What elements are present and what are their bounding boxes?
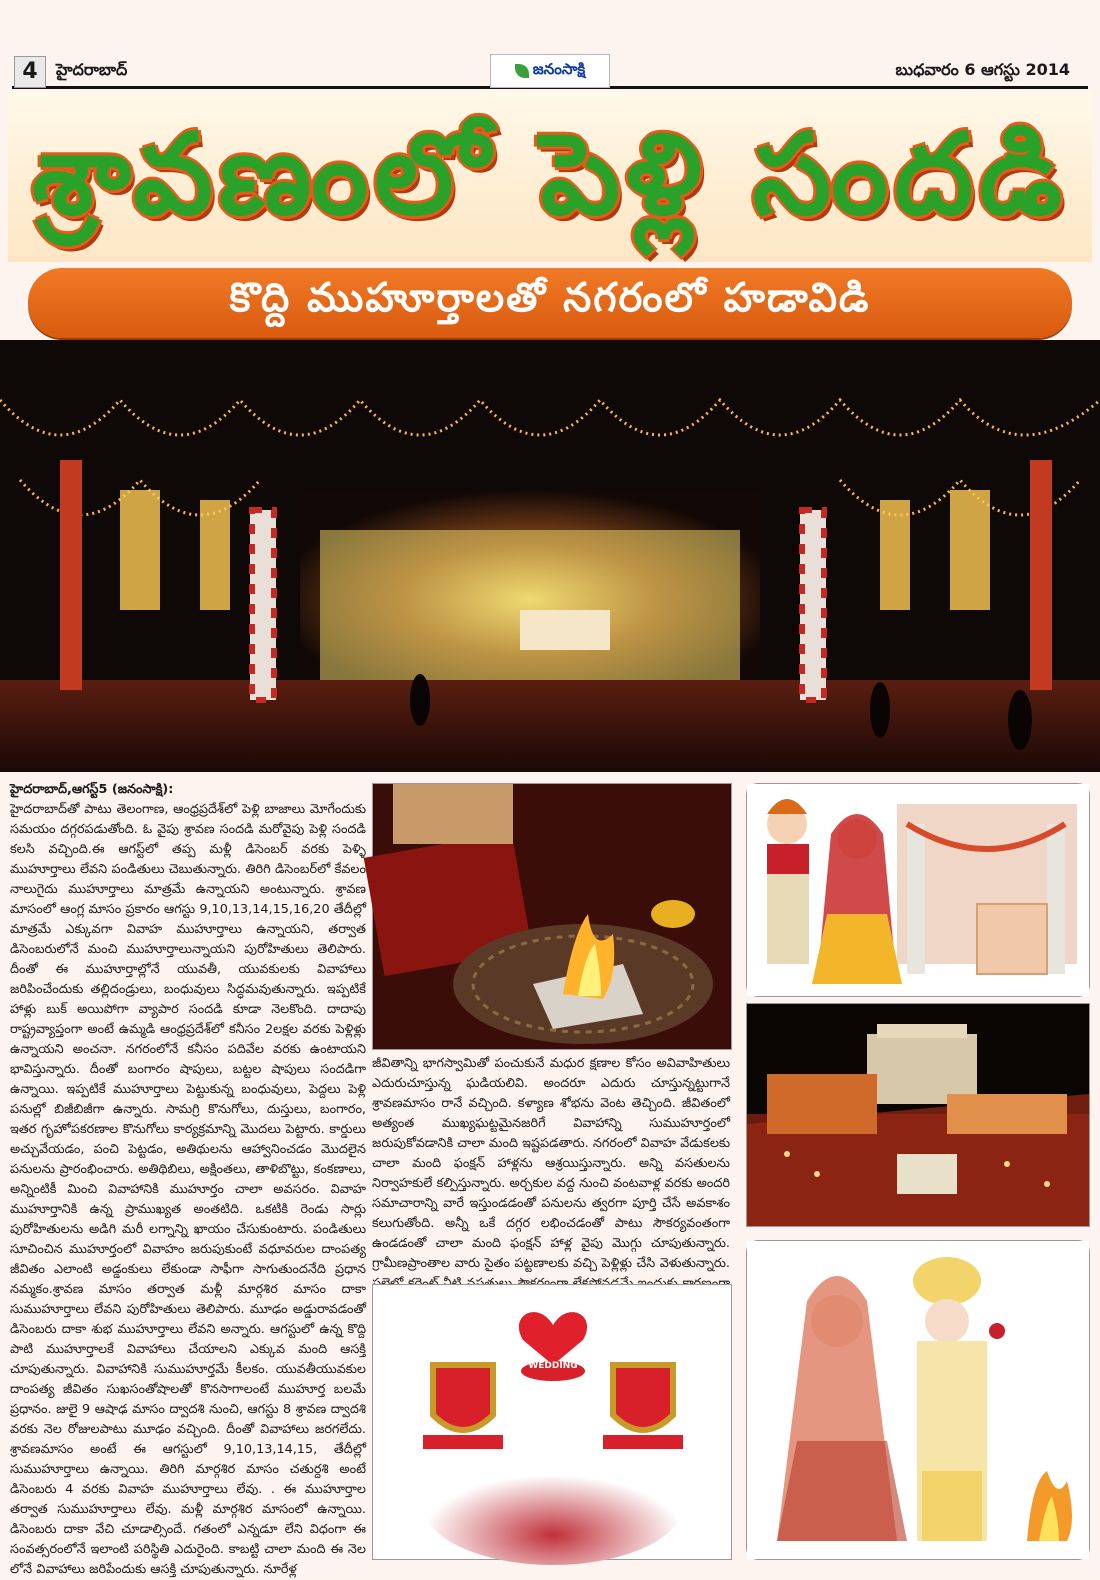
dateline: హైదరాబాద్,ఆగస్ట్‌5 (జనంసాక్షి):	[10, 782, 174, 797]
wedding-label: WEDDING	[528, 1361, 578, 1371]
article-column-2	[372, 1054, 730, 1280]
article-body-1: హైదరాబాద్‌తో పాటు తెలంగాణ, ఆంధ్రప్రదేశ్‌లో పెళ్లి బాజాలు మోగేందుకు సమయం దగ్గరపడుతోంది. ఓ వైపు శ్రావణ సందడి మరోవైపు పెళ్లి సందడి కలసి వచ్చింది.ఈ ఆగస్ట్‌లో తప్ప మళ్లీ డిసెంబర్‌ వరకు పెళ్ళి ముహూర్తాలు లేవని పండితులు చెబుతున్నారు. తిరిగి డిసెంబర్‌లో కేవలం నాలుగైదు ముహూర్తాలు మాత్రమే ఉన్నాయని అంటున్నారు. శ్రావణ మాసంలో ఆంగ్ల మాసం ప్రకారం ఆగస్టు 9,10,13,14,15,16,20 తేదీల్లో మాత్రమే ఎక్కువగా వివాహ ముహూర్తాలు ఉన్నాయని, తర్వాత డిసెంబరులోనే మంచి ముహూర్తాలున్నాయని పురోహితులు తెలిపారు. దీంతో ఈ ముహూర్తాల్లోనే యువతీ, యువకులకు వివాహాలు జరిపించేందుకు తల్లిదండ్రులు, బంధువులు సిద్ధమవుతున్నారు. ఇప్పటికే హాళ్లు బుక్‌ అయిపోగా వ్యాపార సందడి కూడా నెలకొంది. దాదాపు రాష్ట్రవ్యాప్తంగా అంటే ఉమ్మడి ఆంధ్రప్రదేశ్‌లో కనీసం 2లక్షల వరకు పెళ్లిళ్లు ఉన్నాయని అంచనా. నగరంలోనే కనీసం పదివేల వరకు ఉంటాయని భావిస్తున్నారు. దీంతో బంగారం షాపులు, బట్టల షాపులు సందడిగా ఉన్నాయి. ఇప్పటికే ముహూర్తాలు పెట్టుకున్న బంధువులు, పెద్దలు పెళ్లి పనుల్లో బిజీబిజీగా ఉన్నారు. సామగ్రి కొనుగోలు, దుస్తులు, బంగారం, ఇతర గృహోపకరణాల కొనుగోలు కార్యక్రమాన్ని మొదలు పెట్టారు. కార్డులు అచ్చువేయడం, పంచి పెట్టడం, అతిథులను ఆహ్వానించడం మొదలైన పనులను ప్రారంభించారు. అతిథిబిలు, అక్షింతలు, తాళిబొట్టు, కంకణాలు, అన్నింటికీ మించి వివాహానికి ముహూర్తం చాలా అవసరం. వివాహ ముహూర్తానికి ఉన్న ప్రాముఖ్యత అంతటిది. ఒకటికి రెండు సార్లు పురోహితులను అడిగి మరీ లగ్నాన్ని ఖాయం చేసుకుంటారు. పండితులు సూచించిన ముహూర్తంలో వివాహం జరుపుకుంటే వధూవరుల దాంపత్య జీవితం ఎలాంటి అడ్డంకులు లేకుండా సాఫీగా సాగుతుందనేది ప్రధాన నమ్మకం.శ్రావణ మాసం తర్వాత మళ్లీ మార్గశిర మాసం దాకా సుముహూర్తాలు లేవని పురోహితులు తెలిపారు. మూఢం అడ్డురావడంతో డిసెంబరు దాకా శుభ ముహూర్తాలు లేవని అన్నారు. ఆగస్టులో ఉన్న కొద్ది పాటి ముహూర్తాలకే వివాహాలు చేయాలని ఎక్కువ మంది ఆసక్తి చూపుతున్నారు. వివాహానికి సుముహూర్తమే కీలకం. యువతీయువకుల దాంపత్య జీవితం సుఖసంతోషాలతో కొనసాగాలంటే ముహూర్త బలమే ప్రధానం. జులై 9 ఆషాఢ మాసం ద్వాదశి నుంచి, ఆగస్టు 8 శ్రావణ ద్వాదశి వరకు నెల రోజులపాటు మూఢం వచ్చింది. దీంతో వివాహాలు జరగలేదు. శ్రావణమాసం అంటే ఈ ఆగస్టులో 9,10,13,14,15, తేదీల్లో సుముహూర్తాలు ఉన్నాయి. తిరిగి మార్గశిర మాసం చతుర్దశి అంటే డిసెంబరు 4 వరకు వివాహ ముహూర్తాలు లేవు. . ఈ ముహూర్తాల తర్వాత సుముహూర్తాలు లేవు. మళ్లీ మార్గశిర మాసంలో ఉన్నాయి. డిసెంబరు దాకా వేచి చూడాల్సిందే. గతంలో ఎన్నడూ లేని విధంగా ఈ సంవత్సరంలోనే ఇలాంటి పరిస్థితి ఎదురైంది. కాబట్టి చాలా మంది ఈ నెల లోనే వివాహాలు జరిపేందుకు ఆసక్తి చూపుతున్నారు. నూరేళ్ల	[10, 802, 366, 1577]
article-body-2: జీవితాన్ని భాగస్వామితో పంచుకునే మధుర క్షణాల కోసం అవివాహితులు ఎదురుచూస్తున్న ఘడియలివి. అందరూ ఎదురు చూస్తున్నట్టుగానే శ్రావణమాసం రానే వచ్చింది. కళ్యాణ శోభను వెంట తెచ్చింది. జీవితంలో అత్యంత ముఖ్యఘట్టమైనజరిగే వివాహాన్ని సుముహూర్తంలో జరుపుకోవడానికి చాలా మంది ఇష్టపడతారు. నగరంలో వివాహ వేడుకలకు చాలా మంది ఫంక్షన్‌ హాళ్లను ఆశ్రయిస్తున్నారు. అన్ని వసతులను నిర్వాహకులే కల్పిస్తున్నారు. అర్చకుల వద్ద నుంచి వంటవాళ్ల వరకు అందరి సమాచారాన్ని వారే ఇస్తుండడంతో పనులను త్వరగా పూర్తి చేసే అవకాశం కలుగుతోంది. అన్నీ ఒకే దగ్గర లభించడంతో పాటు సౌకర్యవంతంగా ఉండడంతో చాలా మంది ఫంక్షన్‌ హాళ్ల వైపు మొగ్గు చూపుతున్నారు. గ్రామీణప్రాంతాల వారు సైతం పట్టణాలకు వచ్చి పెళ్లిళ్లు చేసి వెళుతున్నారు.	[372, 1056, 730, 1271]
issue-date: బుధవారం 6 ఆగస్టు 2014	[895, 60, 1070, 79]
subheadline-banner	[28, 268, 1072, 338]
subheadline: కొద్ది ముహూర్తాలతో నగరంలో హడావిడి	[229, 275, 871, 321]
palace-venue-photo	[746, 1003, 1090, 1227]
section-city: హైదరాబాద్	[56, 60, 128, 79]
wedding-venue-photo	[0, 340, 1100, 772]
logo-text: జనంసాక్షి	[532, 60, 586, 78]
leaf-icon	[515, 64, 529, 78]
article-column-1	[10, 780, 366, 1577]
couple-sketch-illustration	[746, 1240, 1090, 1560]
homam-fire-photo	[372, 783, 732, 1050]
wedding-card-graphic	[372, 1284, 732, 1560]
page-number: 4	[14, 56, 46, 88]
cartoon-couple-image	[746, 783, 1090, 997]
main-headline: శ్రావణంలో పెళ్లి సందడి	[31, 110, 1069, 240]
masthead-logo	[490, 54, 610, 88]
